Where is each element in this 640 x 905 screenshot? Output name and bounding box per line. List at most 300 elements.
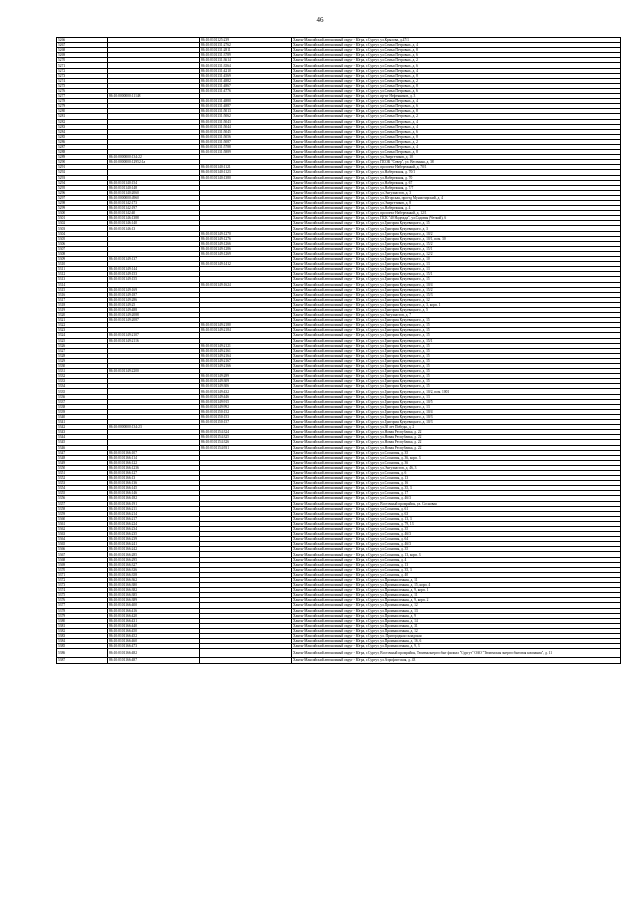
address: Ханты-Мансийский автономный округ - Югра, г.Сургут, ул.Сосновая, д. 35, 3 — [292, 567, 621, 572]
row-number: 5358 — [57, 506, 108, 511]
address: Ханты-Мансийский автономный округ - Югра, г.Сургут, ул.Сосновая, д. 13 — [292, 562, 621, 567]
address: Ханты-Мансийский автономный округ - Югра, г.Сургут, ул.Григория Кукуевицкого, д. 3 — [292, 226, 621, 231]
land-cadastral-number: 86:10:0101149:137 — [108, 257, 200, 262]
row-number: 5377 — [57, 603, 108, 608]
row-number: 5284 — [57, 129, 108, 134]
row-number: 5329 — [57, 358, 108, 363]
address: Ханты-Мансийский автономный округ - Югра, г.Сургут, ул.Сосновая, д. 16 — [292, 481, 621, 486]
row-number: 5300 — [57, 211, 108, 216]
land-cadastral-number: 86:10:0101149:155 — [108, 277, 200, 282]
row-number: 5341 — [57, 420, 108, 425]
land-cadastral-number: 86:10:0101149:2088 — [108, 313, 200, 318]
row-number: 5385 — [57, 644, 108, 649]
land-cadastral-number: 86:10:0101149:169 — [108, 287, 200, 292]
land-cadastral-number: 86:10:0101166:450 — [108, 628, 200, 633]
land-cadastral-number: 86:10:0000000:11148 — [108, 94, 200, 99]
address: Ханты-Мансийский автономный округ - Югра, г.Сургут, ул.Сосновая, д. 35 — [292, 527, 621, 532]
address: Ханты-Мансийский автономный округ - Югра, г.Сургут, ул.Сосновая, д. 13, 3 — [292, 516, 621, 521]
building-cadastral-number: 86:10:0101154:325 — [200, 435, 292, 440]
land-cadastral-number: 86:10:0101166:1236 — [108, 465, 200, 470]
land-cadastral-number: 86:10:0101166:400 — [108, 603, 200, 608]
address: Ханты-Мансийский автономный округ - Югра, г.Сургут, ул.Григория Кукуевицкого, д. 15 — [292, 333, 621, 338]
address: Ханты-Мансийский автономный округ - Югра, г.Сургут, ул.Промышленная, д. 14 — [292, 618, 621, 623]
building-cadastral-number: 86:10:0101131:5788 — [200, 144, 292, 149]
land-cadastral-number: 86:10:0101166:385 — [108, 593, 200, 598]
address: Ханты-Мансийский автономный округ - Югра, г.Сургут, ул.Сосновая, д. 61 — [292, 506, 621, 511]
building-cadastral-number: 86:10:0101131:5043 — [200, 119, 292, 124]
building-cadastral-number: 86:10:0101149:1266 — [200, 241, 292, 246]
address: Ханты-Мансийский автономный округ - Югра, г.Сургут, ул.Сосновая, д. 35 — [292, 547, 621, 552]
land-cadastral-number: 86:10:0101166:191 — [108, 501, 200, 506]
row-number: 5277 — [57, 94, 108, 99]
land-cadastral-number: 86:10:0101166:416 — [108, 608, 200, 613]
address: Ханты-Мансийский автономный округ - Югра, г.Сургут, ул.Григория Кукуевицкого, д. 15 — [292, 323, 621, 328]
row-number: 5303 — [57, 226, 108, 231]
land-cadastral-number: 86:10:0101166:214 — [108, 511, 200, 516]
table-row — [57, 649, 621, 658]
address: Ханты-Мансийский автономный округ - Югра, г.Сургут, ул.Сосновая, д. 63 — [292, 511, 621, 516]
address: Ханты-Мансийский автономный округ - Югра, г.Сургут, пр-кт Нефтяников, д. 3 — [292, 94, 621, 99]
address: Ханты-Мансийский автономный округ - Югра, г.Сургут, ул.Семьи Петровых, д. 2 — [292, 78, 621, 83]
address: Ханты-Мансийский автономный округ - Югра, г.Сургут, ул.Семьи Петровых, д. 4 — [292, 124, 621, 129]
row-number: 5335 — [57, 389, 108, 394]
address: Ханты-Мансийский автономный округ - Югра, г.Сургут, ул.Григория Кукуевицкого, д. 10/5 — [292, 399, 621, 404]
address: Ханты-Мансийский автономный округ - Югра, г.Сургут, ПСОК "Север", ул. Весенняя, д. 38 — [292, 160, 621, 165]
row-number: 5291 — [57, 165, 108, 170]
row-number: 5342 — [57, 425, 108, 430]
land-cadastral-number: 86:10:0000000:12952:1а — [108, 160, 200, 165]
land-cadastral-number: 86:10:0101166:235 — [108, 532, 200, 537]
building-cadastral-number: 86:10:0101149:306 — [200, 384, 292, 389]
address: Ханты-Мансийский автономный округ - Югра, г.Сургут, ул.Семьи Петровых, д. 6 — [292, 63, 621, 68]
address: Ханты-Мансийский автономный округ - Югра, г.Сургут, ул.Промышленная, д. 9, 3 — [292, 644, 621, 649]
address: Ханты-Мансийский автономный округ - Югра, г.Сургут, ул.Сосновая, д. 17 — [292, 491, 621, 496]
building-cadastral-number: 86:10:0101150:157 — [200, 420, 292, 425]
land-cadastral-number: 86:10:0101166:145 — [108, 486, 200, 491]
page-number: 46 — [316, 16, 324, 24]
row-number: 5339 — [57, 409, 108, 414]
building-cadastral-number: 86:10:0101154:326 — [200, 440, 292, 445]
land-cadastral-number: 86:10:0101142:197 — [108, 206, 200, 211]
row-number: 5364 — [57, 537, 108, 542]
address: Ханты-Мансийский автономный округ - Югра, г.Сургут, ул.Григория Кукуевицкого, д. 12/2 — [292, 251, 621, 256]
row-number: 5268 — [57, 48, 108, 53]
row-number: 5269 — [57, 53, 108, 58]
building-cadastral-number: 86:10:0101131:3614 — [200, 58, 292, 63]
land-cadastral-number: 86:10:0101166:473 — [108, 644, 200, 649]
address: Ханты-Мансийский автономный округ - Югра, г.Сургут, ул.Сосновая, д. 64 — [292, 537, 621, 542]
land-cadastral-number: 86:10:0101166:452 — [108, 633, 200, 638]
row-number: 5352 — [57, 476, 108, 481]
row-number: 5286 — [57, 139, 108, 144]
land-cadastral-number: 86:10:0101166:358 — [108, 572, 200, 577]
land-cadastral-number: 86:10:0101166:122 — [108, 460, 200, 465]
row-number: 5322 — [57, 323, 108, 328]
building-cadastral-number: 86:10:0101149:2180 — [200, 323, 292, 328]
address: Ханты-Мансийский автономный округ - Югра, г.Сургут, ул.Григория Кукуевицкого, д. 15 — [292, 328, 621, 333]
row-number: 5372 — [57, 577, 108, 582]
address: Ханты-Мансийский автономный округ - Югра, г.Сургут, ул.Григория Кукуевицкого, д. 15 — [292, 318, 621, 323]
row-number: 5267 — [57, 43, 108, 48]
row-number: 5366 — [57, 547, 108, 552]
address: Ханты-Мансийский автономный округ - Югра, г.Сургут, ул.Промышленная, д. 16, 6 — [292, 639, 621, 644]
address: Ханты-Мансийский автономный округ - Югра, г.Сургут, ул.Семьи Петровых, д. 2 — [292, 114, 621, 119]
address: Ханты-Мансийский автономный округ - Югра, г.Сургут, ул.Семьи Петровых, д. 2 — [292, 58, 621, 63]
row-number: 5313 — [57, 277, 108, 282]
address: Ханты-Мансийский автономный округ - Югра, г.Сургут, ул.Семьи Петровых, д. 4 — [292, 99, 621, 104]
address: Ханты-Мансийский автономный округ - Югра, г.Сургут, проспект Набережный, д. 70/1 — [292, 165, 621, 170]
address: Ханты-Мансийский автономный округ - Югра, г.Сургут, ул.Промышленная, д. 11 — [292, 577, 621, 582]
row-number: 5381 — [57, 623, 108, 628]
building-cadastral-number: 86:10:0101131:4569 — [200, 73, 292, 78]
register-table-body — [57, 38, 621, 664]
address: Ханты-Мансийский автономный округ - Югра, г.Сургут, ул.Григория Кукуевицкого, д. 15 — [292, 384, 621, 389]
row-number: 5289 — [57, 155, 108, 160]
address: Ханты-Мансийский автономный округ - Югра, г.Сургут, ул.Семьи Петровых, д. 8 — [292, 150, 621, 155]
row-number: 5337 — [57, 399, 108, 404]
row-number: 5320 — [57, 313, 108, 318]
row-number: 5314 — [57, 282, 108, 287]
row-number: 5344 — [57, 435, 108, 440]
row-number: 5384 — [57, 639, 108, 644]
land-cadastral-number: 86:10:0101149:25 — [108, 302, 200, 307]
land-cadastral-number: 86:10:0101140:2060 — [108, 190, 200, 195]
address: Ханты-Мансийский автономный округ - Югра, г.Сургут, ул.Набережная, д. 70 — [292, 175, 621, 180]
row-number: 5296 — [57, 190, 108, 195]
building-cadastral-number: 86:10:0101150:152 — [200, 409, 292, 414]
address: Ханты-Мансийский автономный округ - Югра, г.Сургут, ул.Сосновая, д. 46/3 — [292, 542, 621, 547]
address: Ханты-Мансийский автономный округ - Югра, г.Сургут, Восточный промрайон, Тюменьэнергосбыт филиал "Сургут" ОАО "Тюменская энергосбытовая компания", д. 11 — [292, 649, 621, 658]
row-number: 5378 — [57, 608, 108, 613]
address: Ханты-Мансийский автономный округ - Югра, г.Сургут, ул.Григория Кукуевицкого, д. 15/1 — [292, 338, 621, 343]
address: Ханты-Мансийский автономный округ - Югра, г.Сургут, ул.Григория Кукуевицкого, д. 15 — [292, 374, 621, 379]
address: Ханты-Мансийский автономный округ - Югра, г.Сургут, ул.Промышленная, д. 12 — [292, 603, 621, 608]
row-number: 5299 — [57, 206, 108, 211]
building-cadastral-number: 86:10:0101150:153 — [200, 414, 292, 419]
address: Ханты-Мансийский автономный округ - Югра, г.Сургут, ул.Семьи Петровых, д. 4 — [292, 144, 621, 149]
row-number: 5333 — [57, 379, 108, 384]
row-number: 5359 — [57, 511, 108, 516]
row-number: 5383 — [57, 633, 108, 638]
row-number: 5370 — [57, 567, 108, 572]
land-cadastral-number: 86:10:0101149:153 — [108, 272, 200, 277]
building-cadastral-number: 86:10:0101131:2762 — [200, 43, 292, 48]
row-number: 5386 — [57, 649, 108, 658]
address: Ханты-Мансийский автономный округ - Югра, г.Сургут, ул.Григория Кукуевицкого, д. 15 — [292, 358, 621, 363]
row-number: 5318 — [57, 302, 108, 307]
row-number: 5297 — [57, 195, 108, 200]
building-cadastral-number: 86:10:0101149:1412 — [200, 262, 292, 267]
building-cadastral-number: 86:10:0101149:1270 — [200, 231, 292, 236]
row-number: 5282 — [57, 119, 108, 124]
address: Ханты-Мансийский автономный округ - Югра, г.Сургут, ул.Семьи Петровых, д. 8 — [292, 73, 621, 78]
row-number: 5319 — [57, 307, 108, 312]
building-cadastral-number: 86:10:0101140:1123 — [200, 170, 292, 175]
address: Ханты-Мансийский автономный округ - Югра, г.Сургут, ул.Григория Кукуевицкого, д. 5 — [292, 307, 621, 312]
land-cadastral-number: 86:10:0101166:389 — [108, 598, 200, 603]
row-number: 5272 — [57, 68, 108, 73]
address: Ханты-Мансийский автономный округ - Югра, г.Сургут, ул.Григория Кукуевицкого, д. 15 — [292, 353, 621, 358]
row-number: 5350 — [57, 465, 108, 470]
row-number: 5338 — [57, 404, 108, 409]
row-number: 5328 — [57, 353, 108, 358]
row-number: 5283 — [57, 124, 108, 129]
building-cadastral-number: 86:10:0101131:3564 — [200, 63, 292, 68]
address: Ханты-Мансийский автономный округ - Югра, г.Сургут, ул.Семьи Петровых, д. 6 — [292, 104, 621, 109]
land-cadastral-number: 86:10:0101166:136 — [108, 481, 200, 486]
address: Ханты-Мансийский автономный округ - Югра, г.Сургут, ул.Григория Кукуевицкого, д. 15/1 — [292, 246, 621, 251]
address: Ханты-Мансийский автономный округ - Югра, г.Сургут, ул.Промышленная, д. 11 — [292, 593, 621, 598]
address: Ханты-Мансийский автономный округ - Югра, г.Сургут, ул.Сосновая, д. 35, 3 — [292, 486, 621, 491]
address: Ханты-Мансийский автономный округ - Югра, г.Сургут, ул.Сосновая, д. 79, 13 — [292, 521, 621, 526]
address: Ханты-Мансийский автономный округ - Югра, г.Сургут, ул.Семьи Петровых, д. 4 — [292, 43, 621, 48]
land-cadastral-number: 86:10:0101166:336 — [108, 567, 200, 572]
row-number: 5316 — [57, 292, 108, 297]
building-cadastral-number: 86:10:0101131:5056 — [200, 134, 292, 139]
building-cadastral-number: 86:10:0101149:2166 — [200, 364, 292, 369]
row-number: 5354 — [57, 486, 108, 491]
address: Ханты-Мансийский автономный округ - Югра, г.Сургут, ул.Новая Республика, д. 22 — [292, 440, 621, 445]
building-cadastral-number: 86:10:0101131:2811 — [200, 48, 292, 53]
address: Ханты-Мансийский автономный округ - Югра, г.Сургут, ул.Набережная, д. 7/7 — [292, 185, 621, 190]
address: Ханты-Мансийский автономный округ - Югра, г.Сургут, ул.Григория Кукуевицкого, д. 10/4 — [292, 409, 621, 414]
row-number: 5374 — [57, 588, 108, 593]
row-number: 5367 — [57, 552, 108, 557]
row-number: 5298 — [57, 201, 108, 206]
building-cadastral-number: 86:10:0101149:1624 — [200, 282, 292, 287]
land-cadastral-number: 86:10:0101166:440 — [108, 623, 200, 628]
address: Ханты-Мансийский автономный округ - Югра, г.Сургут, ул.Набережная, д. 67 — [292, 180, 621, 185]
row-number: 5343 — [57, 430, 108, 435]
building-cadastral-number: 86:10:0101140:1380 — [200, 175, 292, 180]
building-cadastral-number: 86:10:0101149:915 — [200, 399, 292, 404]
land-cadastral-number: 86:10:0101149:2087 — [108, 318, 200, 323]
row-number: 5294 — [57, 180, 108, 185]
building-cadastral-number: 86:10:0101131:4776 — [200, 88, 292, 93]
address: Ханты-Мансийский автономный округ - Югра, г.Сургут, ул.Семьи Петровых, д. 6 — [292, 129, 621, 134]
land-cadastral-number: 86:10:0101146:1388 — [108, 216, 200, 221]
address: Ханты-Мансийский автономный округ - Югра, г.Сургут, ул.Григория Кукуевицкого, д. 3, корп. 1 — [292, 302, 621, 307]
land-cadastral-number: 86:10:0101149:286 — [108, 297, 200, 302]
address: Ханты-Мансийский автономный округ - Югра, г.Сургут, ул.Семьи Петровых, д. 6 — [292, 88, 621, 93]
address: Ханты-Мансийский автономный округ - Югра, г.Сургут, ул.Григория Кукуевицкого, д. 15/2 — [292, 241, 621, 246]
address: Ханты-Мансийский автономный округ - Югра, г.Сургут, ул.Энтузиастов, д. 7 — [292, 313, 621, 318]
land-cadastral-number: 86:10:0101146:140 — [108, 221, 200, 226]
row-number: 5334 — [57, 384, 108, 389]
row-number: 5266 — [57, 38, 108, 43]
row-number: 5309 — [57, 257, 108, 262]
address: Ханты-Мансийский автономный округ - Югра, г.Сургут, ул.Сосновая, д. 13, корп. 3 — [292, 552, 621, 557]
address: Ханты-Мансийский автономный округ - Югра, г.Сургут, ул.Промышленная, д. 9, корп. 2 — [292, 598, 621, 603]
row-number: 5357 — [57, 501, 108, 506]
building-cadastral-number: 86:10:0101149:289 — [200, 374, 292, 379]
address: Ханты-Мансийский автономный округ - Югра, г.Сургут, ул.Григория Кукуевицкого, д. 10/3 — [292, 420, 621, 425]
row-number: 5375 — [57, 593, 108, 598]
row-number: 5373 — [57, 583, 108, 588]
row-number: 5310 — [57, 262, 108, 267]
land-cadastral-number: 86:10:0101166:127 — [108, 470, 200, 475]
address: Ханты-Мансийский автономный округ - Югра, г.Сургут, ул.Новая Республика, д. 22 — [292, 445, 621, 450]
land-cadastral-number: 86:10:0101149:2107 — [108, 333, 200, 338]
row-number: 5379 — [57, 613, 108, 618]
land-cadastral-number: 86:10:0101166:217 — [108, 516, 200, 521]
land-cadastral-number: 86:10:0101146:13 — [108, 226, 200, 231]
row-number: 5307 — [57, 246, 108, 251]
land-cadastral-number: 86:10:0101142:40 — [108, 211, 200, 216]
row-number: 5270 — [57, 58, 108, 63]
row-number: 5306 — [57, 241, 108, 246]
address: Ханты-Мансийский автономный округ - Югра, г.Сургут, ул.30 лет Победы, д. 2 — [292, 425, 621, 430]
row-number: 5331 — [57, 369, 108, 374]
row-number: 5315 — [57, 287, 108, 292]
address: Ханты-Мансийский автономный округ - Югра, г.Сургут, ул.Семьи Петровых, д. 8 — [292, 134, 621, 139]
building-cadastral-number: 86:10:0101131:4880 — [200, 99, 292, 104]
land-cadastral-number: 86:10:0101166:382 — [108, 588, 200, 593]
address: Ханты-Мансийский автономный округ - Югра, г.Сургут, ул.Промышленная, д. 12 — [292, 628, 621, 633]
address: Ханты-Мансийский автономный округ - Югра, г.Сургут, ул.Григория Кукуевицкого, д. 15 — [292, 364, 621, 369]
land-cadastral-number: 86:10:0101166:146 — [108, 491, 200, 496]
building-cadastral-number: 86:10:0101149:1269 — [200, 251, 292, 256]
row-number: 5274 — [57, 78, 108, 83]
row-number: 5287 — [57, 144, 108, 149]
building-cadastral-number: 86:10:0101131:5013 — [200, 109, 292, 114]
table-row — [57, 658, 621, 663]
land-cadastral-number: 86:10:0101166:327 — [108, 562, 200, 567]
row-number: 5325 — [57, 338, 108, 343]
address: Ханты-Мансийский автономный округ - Югра, г.Сургут, ул.Григория Кукуевицкого, д. 10/2, пом. 1001 — [292, 389, 621, 394]
land-cadastral-number: 86:10:0101166:380 — [108, 583, 200, 588]
address: Ханты-Мансийский автономный округ - Югра, г.Сургут, ул.Семьи Петровых, д. 2 — [292, 139, 621, 144]
building-cadastral-number: 86:10:0101131:5087 — [200, 139, 292, 144]
row-number: 5312 — [57, 272, 108, 277]
address: Ханты-Мансийский автономный округ - Югра, г.Сургут, ул.Аэрофлотская, д. 43 — [292, 658, 621, 663]
address: Ханты-Мансийский автономный округ - Югра, г.Сургут, ул.Энтузиастов, д. 46, 3 — [292, 465, 621, 470]
address: Ханты-Мансийский автономный округ - Югра, г.Сургут, ул. Пригородная складская — [292, 633, 621, 638]
register-table — [56, 37, 621, 664]
land-cadastral-number: 86:10:0101166:295 — [108, 557, 200, 562]
building-cadastral-number: 86:10:0101131:3789 — [200, 53, 292, 58]
row-number: 5302 — [57, 221, 108, 226]
land-cadastral-number: 86:10:0101166:107 — [108, 450, 200, 455]
address: Ханты-Мансийский автономный округ - Югра, г.Сургут, ул.Семьи Петровых, д. 6 — [292, 53, 621, 58]
building-cadastral-number: 86:10:0101154:324 — [200, 430, 292, 435]
building-cadastral-number: 86:10:0101140:1121 — [200, 165, 292, 170]
row-number: 5345 — [57, 440, 108, 445]
land-cadastral-number: 86:10:0101166:114 — [108, 455, 200, 460]
row-number: 5360 — [57, 516, 108, 521]
address: Ханты-Мансийский автономный округ - Югра, г.Сургут, ул.Григория Кукуевицкого, д. 15 — [292, 348, 621, 353]
address: Ханты-Мансийский автономный округ - Югра, г.Сургут, ул.Набережная, д. 70/1 — [292, 170, 621, 175]
address: Ханты-Мансийский автономный округ - Югра, г.Сургут, ул.Сосновая, д. 40 — [292, 572, 621, 577]
land-cadastral-number: 86:10:0101166:482 — [108, 649, 200, 658]
building-cadastral-number: 86:10:0101149:992 — [200, 404, 292, 409]
address: Ханты-Мансийский автономный округ - Югра, г.Сургут, ул.Григория Кукуевицкого, д. 15 — [292, 379, 621, 384]
address: Ханты-Мансийский автономный округ - Югра, г.Сургут, ул.Григория Кукуевицкого, д. 15 — [292, 343, 621, 348]
row-number: 5348 — [57, 455, 108, 460]
land-cadastral-number: 86:10:0000000:134:22 — [108, 155, 200, 160]
land-cadastral-number: 86:10:0101140:154 — [108, 180, 200, 185]
land-cadastral-number: 86:10:0101166:285 — [108, 552, 200, 557]
land-cadastral-number: 86:10:0101166:460 — [108, 639, 200, 644]
building-cadastral-number: 86:10:0101131:4882 — [200, 78, 292, 83]
row-number: 5280 — [57, 109, 108, 114]
land-cadastral-number: 86:10:0101166:13 — [108, 476, 200, 481]
row-number: 5288 — [57, 150, 108, 155]
land-cadastral-number: 86:10:0101166:431 — [108, 618, 200, 623]
row-number: 5321 — [57, 318, 108, 323]
address: Ханты-Мансийский автономный округ - Югра, г.Сургут, ул.Григория Кукуевицкого, д. 12 — [292, 297, 621, 302]
address: Ханты-Мансийский автономный округ - Югра, г.Сургут, ул.Сосновая, д. 36, корп. 3 — [292, 455, 621, 460]
building-cadastral-number: 86:10:0101149:2161 — [200, 348, 292, 353]
address: Ханты-Мансийский автономный округ - Югра, г.Сургут, ул.Сосновая, д. 46/3 — [292, 532, 621, 537]
row-number: 5336 — [57, 394, 108, 399]
row-number: 5361 — [57, 521, 108, 526]
address: Ханты-Мансийский автономный округ - Югра, г.Сургут, ул.Промышленная, д. 9, корп. 1 — [292, 588, 621, 593]
row-number: 5356 — [57, 496, 108, 501]
row-number: 5301 — [57, 216, 108, 221]
address: Ханты-Мансийский автономный округ - Югра, г.Сургут, ул.Григория Кукуевицкого, д. 15/1 — [292, 272, 621, 277]
address: Ханты-Мансийский автономный округ - Югра, г.Сургут, ул.Югорская, проезд Мунистирский, д. 4 — [292, 195, 621, 200]
land-cadastral-number: 86:10:0101149:144 — [108, 267, 200, 272]
address: Ханты-Мансийский автономный округ - Югра, г.Сургут, ул.Промышленная, д. 13 — [292, 608, 621, 613]
row-number: 5326 — [57, 343, 108, 348]
land-cadastral-number: 86:10:0000000:134:23 — [108, 425, 200, 430]
address: Ханты-Мансийский автономный округ - Югра, г.Сургут, ул.Набережная, д. 4 — [292, 206, 621, 211]
row-number: 5276 — [57, 88, 108, 93]
building-cadastral-number: 86:10:0101131:4210 — [200, 68, 292, 73]
address: Ханты-Мансийский автономный округ - Югра, г.Сургут, ул.Новая Республика, д. 22 — [292, 430, 621, 435]
row-number: 5278 — [57, 99, 108, 104]
row-number: 5347 — [57, 450, 108, 455]
row-number: 5363 — [57, 532, 108, 537]
address: Ханты-Мансийский автономный округ - Югра, г.Сургут, ул.Григория Кукуевицкого, д. 10/1, пом. 30 — [292, 236, 621, 241]
address: Ханты-Мансийский автономный округ - Югра, г.Сургут, ул.Григория Кукуевицкого, д. 15/3 — [292, 292, 621, 297]
row-number: 5365 — [57, 542, 108, 547]
building-cadastral-number: 86:10:0101131:5044 — [200, 124, 292, 129]
building-cadastral-number: 86:10:0101131:5889 — [200, 150, 292, 155]
row-number: 5330 — [57, 364, 108, 369]
land-cadastral-number: 86:10:0101166:182 — [108, 496, 200, 501]
building-cadastral-number: 86:10:0101149:2121 — [200, 343, 292, 348]
row-number: 5355 — [57, 491, 108, 496]
address: Ханты-Мансийский автономный округ - Югра, г.Сургут, ул.Григория Кукуевицкого, д. 13 — [292, 404, 621, 409]
land-cadastral-number: 86:10:0101166:420 — [108, 613, 200, 618]
building-cadastral-number: 86:10:0101149:2164 — [200, 353, 292, 358]
row-number: 5285 — [57, 134, 108, 139]
address: Ханты-Мансийский автономный округ - Югра, г.Сургут, ул.Григория Кукуевицкого, д. 10/4 — [292, 282, 621, 287]
row-number: 5305 — [57, 236, 108, 241]
building-cadastral-number: 86:10:0101149:1286 — [200, 246, 292, 251]
row-number: 5323 — [57, 328, 108, 333]
address: Ханты-Мансийский автономный округ - Югра, г.Сургут, ул.Промышленная, д. 15, корп. 4 — [292, 583, 621, 588]
address: Ханты-Мансийский автономный округ - Югра, г.Сургут, ул.Семьи Петровых, д. 8 — [292, 109, 621, 114]
building-cadastral-number: 86:10:0101125:239 — [200, 38, 292, 43]
land-cadastral-number: 86:10:0101166:487 — [108, 658, 200, 663]
address: Ханты-Мансийский автономный округ - Югра, г.Сургут, ул.Григория Кукуевицкого, д. 15 — [292, 277, 621, 282]
address: Ханты-Мансийский автономный округ - Югра, г.Сургут, ул.Григория Кукуевицкого, д. 13 — [292, 394, 621, 399]
row-number: 5290 — [57, 160, 108, 165]
building-cadastral-number: 86:10:0101131:4867 — [200, 83, 292, 88]
row-number: 5351 — [57, 470, 108, 475]
land-cadastral-number: 86:10:0101166:242 — [108, 547, 200, 552]
address: Ханты-Мансийский автономный округ - Югра, г.Сургут, ул.Григория Кукуевицкого, д. 10 — [292, 257, 621, 262]
building-cadastral-number: 86:10:0101149:309 — [200, 379, 292, 384]
land-cadastral-number: 86:10:0101166:241 — [108, 542, 200, 547]
address: Ханты-Мансийский автономный округ - Югра, г.Сургут, ул.Григория Кукуевицкого, д. 10/2 — [292, 231, 621, 236]
land-cadastral-number: 86:10:0000000:4960 — [108, 195, 200, 200]
address: Ханты-Мансийский автономный округ - Югра, г.Сургут, ул.Семьи Петровых, д. 4 — [292, 68, 621, 73]
row-number: 5275 — [57, 83, 108, 88]
